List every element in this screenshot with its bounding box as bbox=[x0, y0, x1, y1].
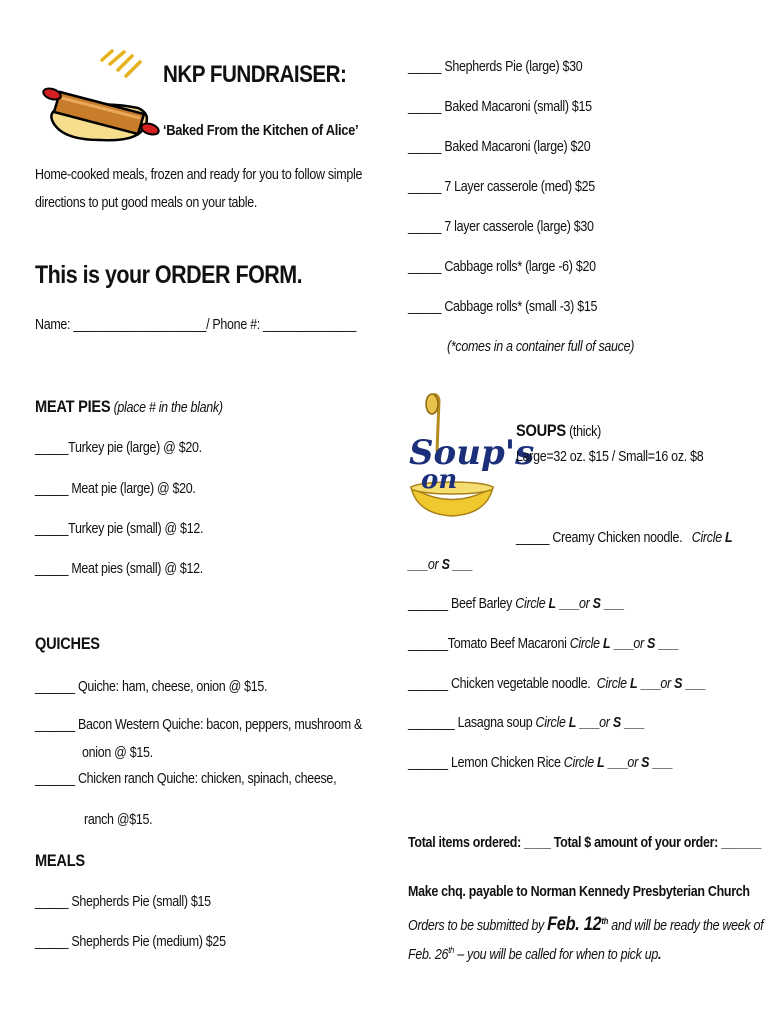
pickup-week-line: Feb. 26th – you will be called for when to pick up. bbox=[408, 945, 662, 963]
soups-heading: SOUPS bbox=[516, 421, 566, 440]
soup-sizes: Large=32 oz. $15 / Small=16 oz. $8 bbox=[516, 449, 704, 465]
order-item-shepherds-pie-large[interactable]: _____ Shepherds Pie (large) $30 bbox=[408, 59, 583, 75]
bacon-western-quiche-cont: onion @ $15. bbox=[82, 745, 153, 761]
soups-heading-row bbox=[516, 421, 601, 441]
rolling-pin-icon bbox=[40, 50, 160, 145]
order-item-cabbage-rolls-large[interactable]: _____ Cabbage rolls* (large -6) $20 bbox=[408, 259, 596, 275]
order-item-turkey-pie-large[interactable]: _____Turkey pie (large) @ $20. bbox=[35, 440, 202, 456]
chicken-ranch-quiche-cont: ranch @$15. bbox=[84, 812, 153, 828]
creamy-chicken-noodle-size-choice[interactable]: ___or S ___ bbox=[408, 557, 473, 573]
meat-pies-heading-row bbox=[35, 397, 223, 417]
order-item-quiche-ham[interactable]: ______ Quiche: ham, cheese, onion @ $15. bbox=[35, 679, 268, 695]
meat-pies-note: (place # in the blank) bbox=[113, 400, 223, 416]
intro-line-1: Home-cooked meals, frozen and ready for you to follow simple bbox=[35, 167, 363, 183]
order-item-7-layer-casserole-med[interactable]: _____ 7 Layer casserole (med) $25 bbox=[408, 179, 595, 195]
fundraiser-title: NKP FUNDRAISER: bbox=[163, 61, 347, 88]
order-item-creamy-chicken-noodle[interactable]: _____ Creamy Chicken noodle. Circle L bbox=[516, 530, 733, 546]
order-item-cabbage-rolls-small[interactable]: _____ Cabbage rolls* (small -3) $15 bbox=[408, 299, 598, 315]
fundraiser-subtitle: ‘Baked From the Kitchen of Alice’ bbox=[163, 122, 359, 139]
order-item-7-layer-casserole-large[interactable]: _____ 7 layer casserole (large) $30 bbox=[408, 219, 594, 235]
order-item-turkey-pie-small[interactable]: _____Turkey pie (small) @ $12. bbox=[35, 521, 204, 537]
order-item-baked-macaroni-small[interactable]: _____ Baked Macaroni (small) $15 bbox=[408, 99, 592, 115]
meat-pies-heading: MEAT PIES bbox=[35, 397, 111, 416]
cabbage-rolls-footnote: (*comes in a container full of sauce) bbox=[447, 339, 635, 355]
svg-text:Soup's: Soup's bbox=[409, 433, 535, 473]
order-item-shepherds-pie-small[interactable]: _____ Shepherds Pie (small) $15 bbox=[35, 894, 211, 910]
order-form-heading: This is your ORDER FORM. bbox=[35, 261, 303, 289]
order-item-chicken-ranch-quiche[interactable]: ______ Chicken ranch Quiche: chicken, spinach, cheese, bbox=[35, 771, 337, 787]
order-item-tomato-beef-macaroni[interactable]: ______Tomato Beef Macaroni Circle L ___or S ___ bbox=[408, 636, 679, 652]
intro-line-2: directions to put good meals on your table. bbox=[35, 195, 258, 211]
soups-on-logo-icon bbox=[407, 392, 535, 522]
soups-heading-note: (thick) bbox=[569, 424, 601, 440]
payment-instructions: Make chq. payable to Norman Kennedy Presbyterian Church bbox=[408, 884, 750, 900]
order-item-bacon-western-quiche[interactable]: ______ Bacon Western Quiche: bacon, peppers, mushroom & bbox=[35, 717, 363, 733]
order-item-lasagna-soup[interactable]: _______ Lasagna soup Circle L ___or S ___ bbox=[408, 715, 644, 731]
order-item-meat-pie-large[interactable]: _____ Meat pie (large) @ $20. bbox=[35, 481, 196, 497]
svg-text:on: on bbox=[421, 465, 458, 495]
meals-heading: MEALS bbox=[35, 851, 85, 870]
order-totals-line[interactable]: Total items ordered: ____ Total $ amount of your order: ______ bbox=[408, 835, 762, 851]
order-item-lemon-chicken-rice[interactable]: ______ Lemon Chicken Rice Circle L ___or S ___ bbox=[408, 755, 673, 771]
order-item-beef-barley[interactable]: ______ Beef Barley Circle L ___or S ___ bbox=[408, 596, 624, 612]
quiches-heading: QUICHES bbox=[35, 634, 100, 653]
order-item-meat-pies-small[interactable]: _____ Meat pies (small) @ $12. bbox=[35, 561, 203, 577]
order-item-chicken-vegetable-noodle[interactable]: ______ Chicken vegetable noodle. Circle L ___or S ___ bbox=[408, 676, 706, 692]
name-phone-field[interactable]: Name: ____________________/ Phone #: ______________ bbox=[35, 317, 356, 333]
order-item-baked-macaroni-large[interactable]: _____ Baked Macaroni (large) $20 bbox=[408, 139, 591, 155]
order-deadline-line: Orders to be submitted by Feb. 12th and will be ready the week of bbox=[408, 913, 764, 935]
order-item-shepherds-pie-medium[interactable]: _____ Shepherds Pie (medium) $25 bbox=[35, 934, 226, 950]
